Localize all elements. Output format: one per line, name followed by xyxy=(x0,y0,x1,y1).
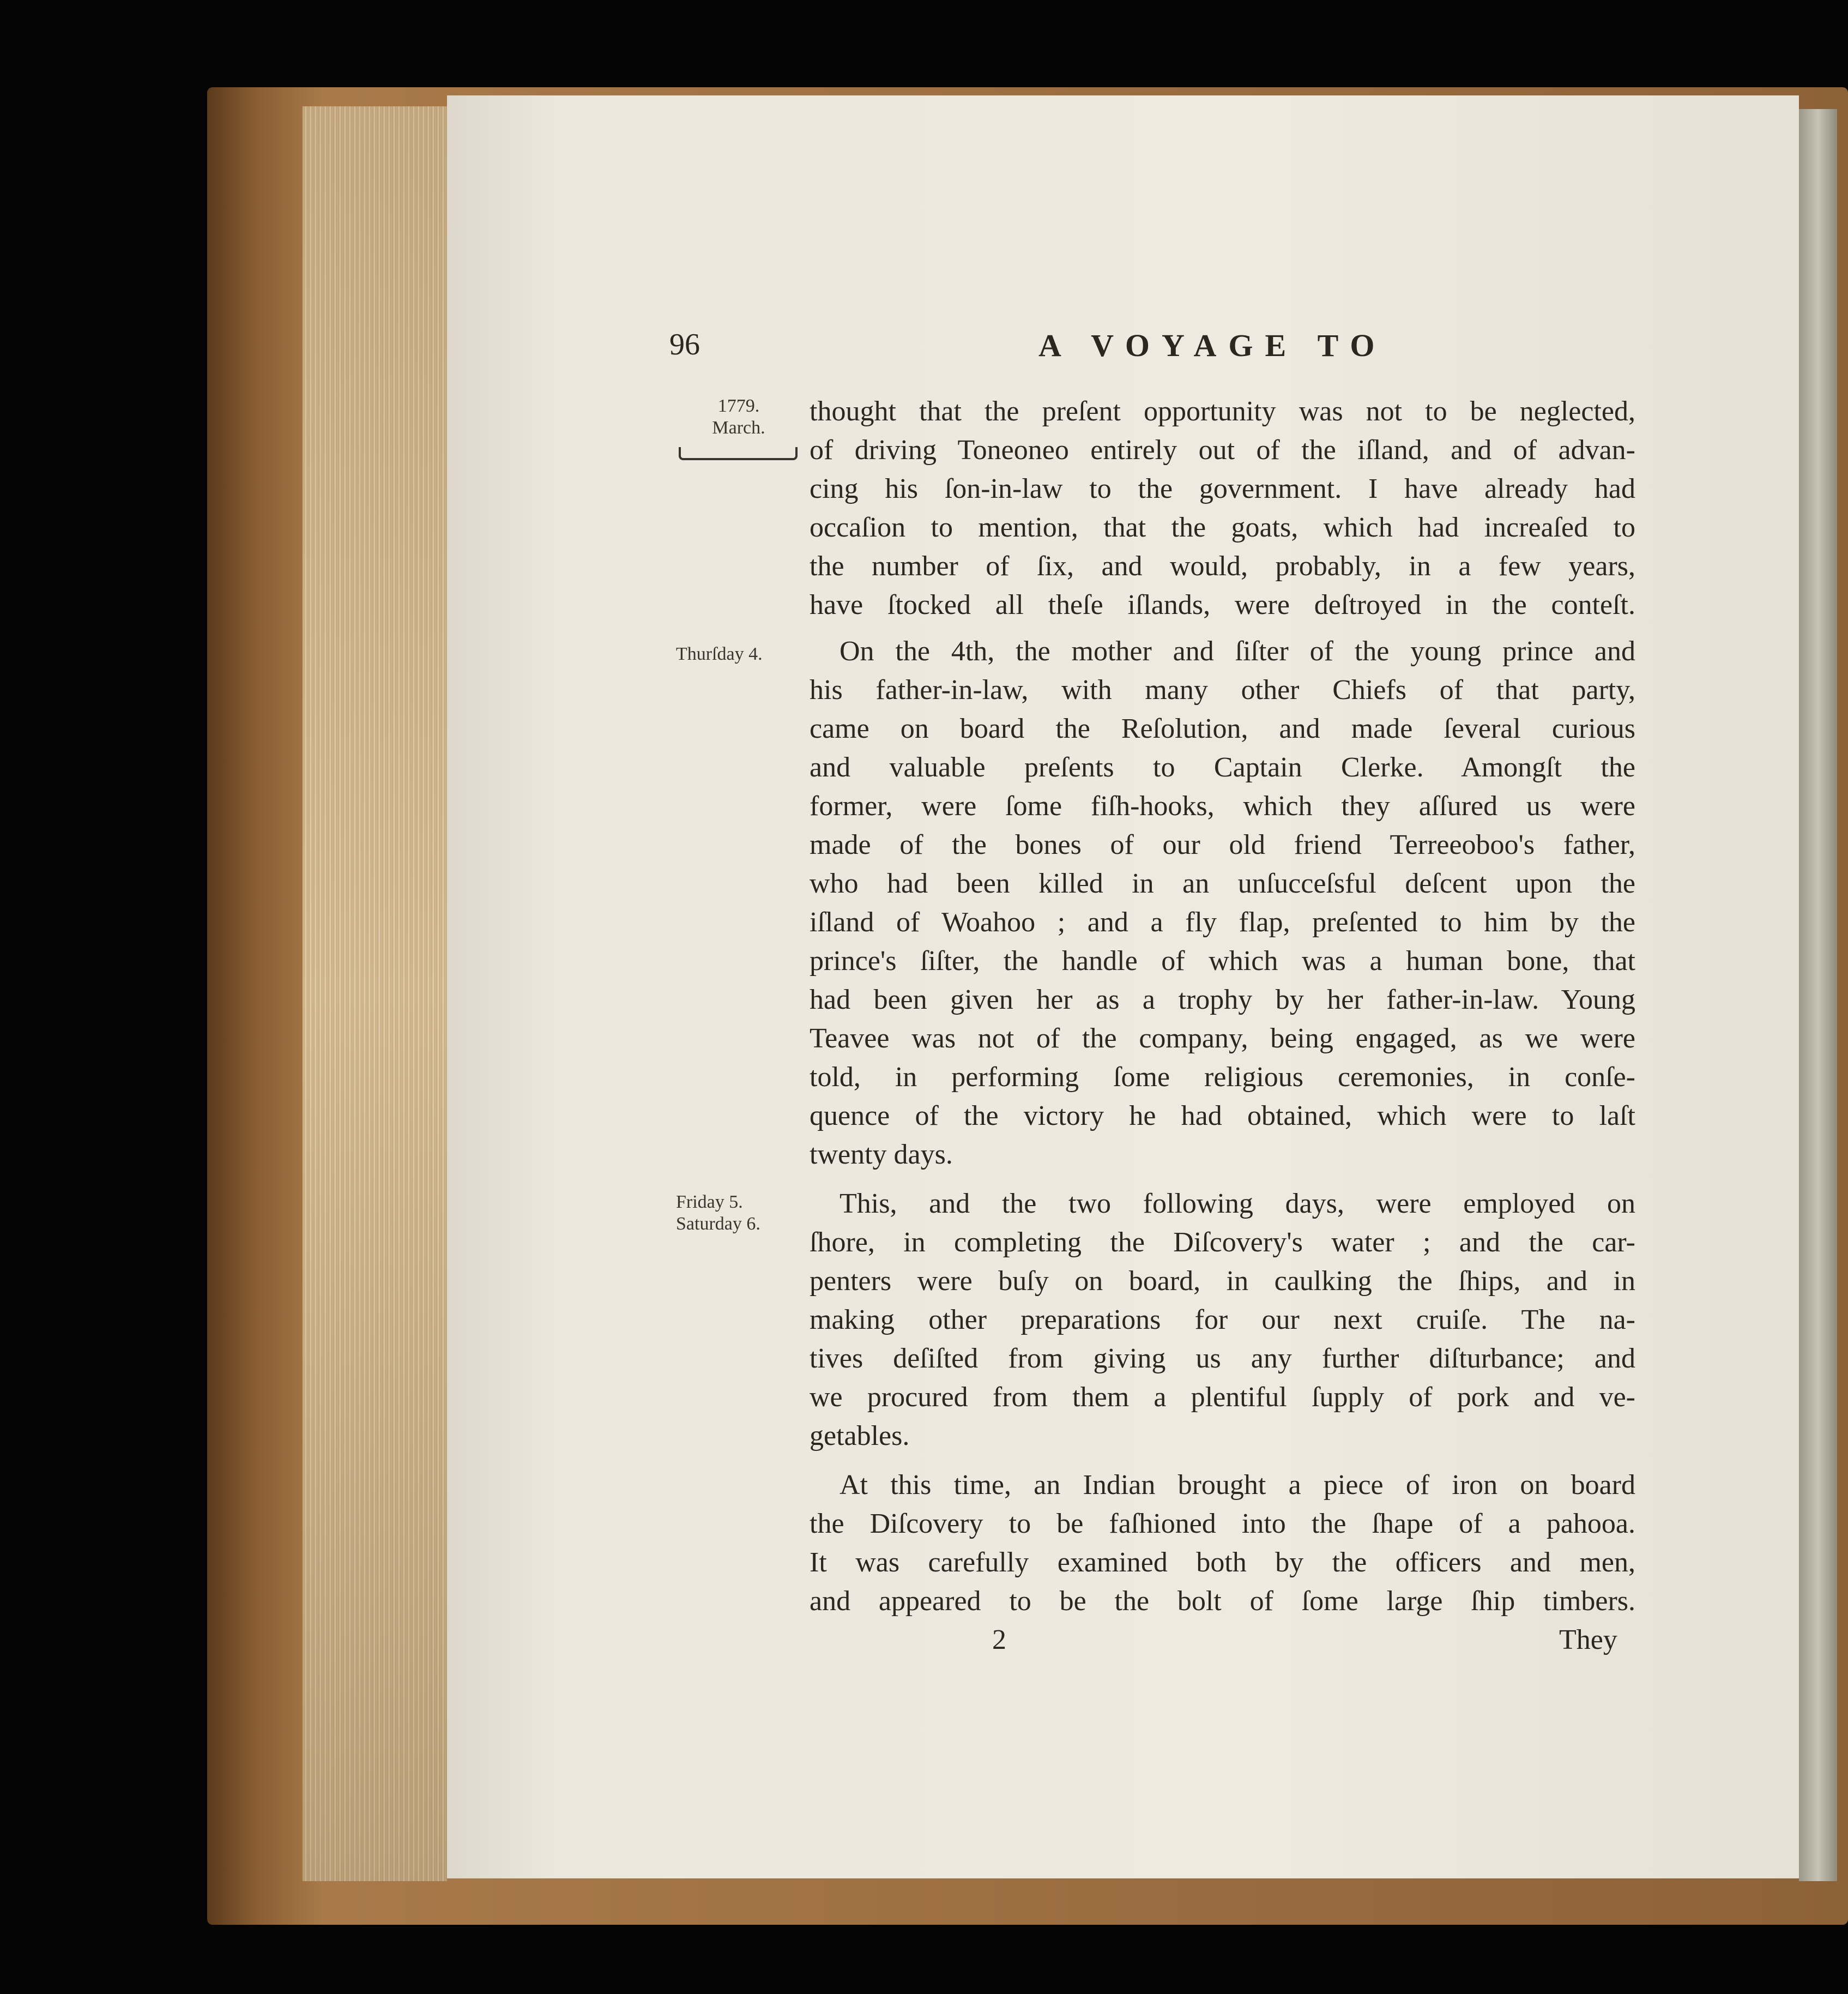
running-title: A VOYAGE TO xyxy=(1038,328,1387,363)
body-line: twenty days. xyxy=(810,1139,953,1170)
body-line: had been given her as a trophy by her father-in-law. Young xyxy=(810,984,1635,1015)
margin-note-year: 1779. xyxy=(717,396,760,416)
body-line: occaſion to mention, that the goats, which had increaſed to xyxy=(810,512,1635,543)
body-line: tives deſiſted from giving us any further diſturbance; and xyxy=(810,1343,1635,1374)
body-line: It was carefully examined both by the officers and men, xyxy=(810,1547,1635,1578)
facing-page-edge xyxy=(1799,109,1837,1881)
body-line: told, in performing ſome religious ceremonies, in conſe- xyxy=(810,1062,1635,1093)
body-line: This, and the two following days, were employed on xyxy=(840,1188,1635,1219)
page-number: 96 xyxy=(669,328,700,362)
body-line: the Diſcovery to be faſhioned into the ſhape of a pahooa. xyxy=(810,1508,1635,1539)
body-line: have ſtocked all theſe iſlands, were deſtroyed in the conteſt. xyxy=(810,589,1635,621)
body-line: Teavee was not of the company, being engaged, as we were xyxy=(810,1023,1635,1054)
body-line: the number of ſix, and would, probably, in a few years, xyxy=(810,551,1635,582)
body-line: cing his ſon-in-law to the government. I have already had xyxy=(810,473,1635,504)
body-line: former, were ſome fiſh-hooks, which they aſſured us were xyxy=(810,791,1635,822)
body-line: thought that the preſent opportunity was not to be neglected, xyxy=(810,396,1635,427)
margin-note-friday: Friday 5. xyxy=(676,1192,743,1212)
body-line: iſland of Woahoo ; and a fly flap, preſented to him by the xyxy=(810,907,1635,938)
margin-note-saturday: Saturday 6. xyxy=(676,1214,760,1234)
body-line: came on board the Reſolution, and made ſeveral curious xyxy=(810,713,1635,744)
body-line: and appeared to be the bolt of ſome large ſhip timbers. xyxy=(810,1586,1635,1617)
body-line: prince's ſiſter, the handle of which was a human bone, that xyxy=(810,945,1635,977)
body-line: his father-in-law, with many other Chiefs of that party, xyxy=(810,674,1635,706)
margin-note-month: March. xyxy=(712,418,765,438)
body-line: who had been killed in an unſucceſsful deſcent upon the xyxy=(810,868,1635,899)
body-line: ſhore, in completing the Diſcovery's water ; and the car- xyxy=(810,1227,1635,1258)
body-line: made of the bones of our old friend Terreeoboo's father, xyxy=(810,829,1635,860)
body-line: On the 4th, the mother and ſiſter of the young prince and xyxy=(840,636,1635,667)
signature-mark: 2 xyxy=(992,1624,1006,1655)
page-fore-edge xyxy=(303,106,447,1881)
catchword: They xyxy=(1559,1624,1617,1655)
date-brace xyxy=(679,447,798,460)
margin-note-thursday: Thurſday 4. xyxy=(676,644,763,664)
body-line: At this time, an Indian brought a piece of iron on board xyxy=(840,1469,1635,1501)
body-line: quence of the victory he had obtained, which were to laſt xyxy=(810,1100,1635,1131)
body-line: getables. xyxy=(810,1420,910,1451)
body-line: we procured from them a plentiful ſupply of pork and ve- xyxy=(810,1382,1635,1413)
body-line: making other preparations for our next cruiſe. The na- xyxy=(810,1304,1635,1335)
body-line: of driving Toneoneo entirely out of the iſland, and of advan- xyxy=(810,435,1635,466)
body-line: penters were buſy on board, in caulking the ſhips, and in xyxy=(810,1266,1635,1297)
body-line: and valuable preſents to Captain Clerke. Amongſt the xyxy=(810,752,1635,783)
